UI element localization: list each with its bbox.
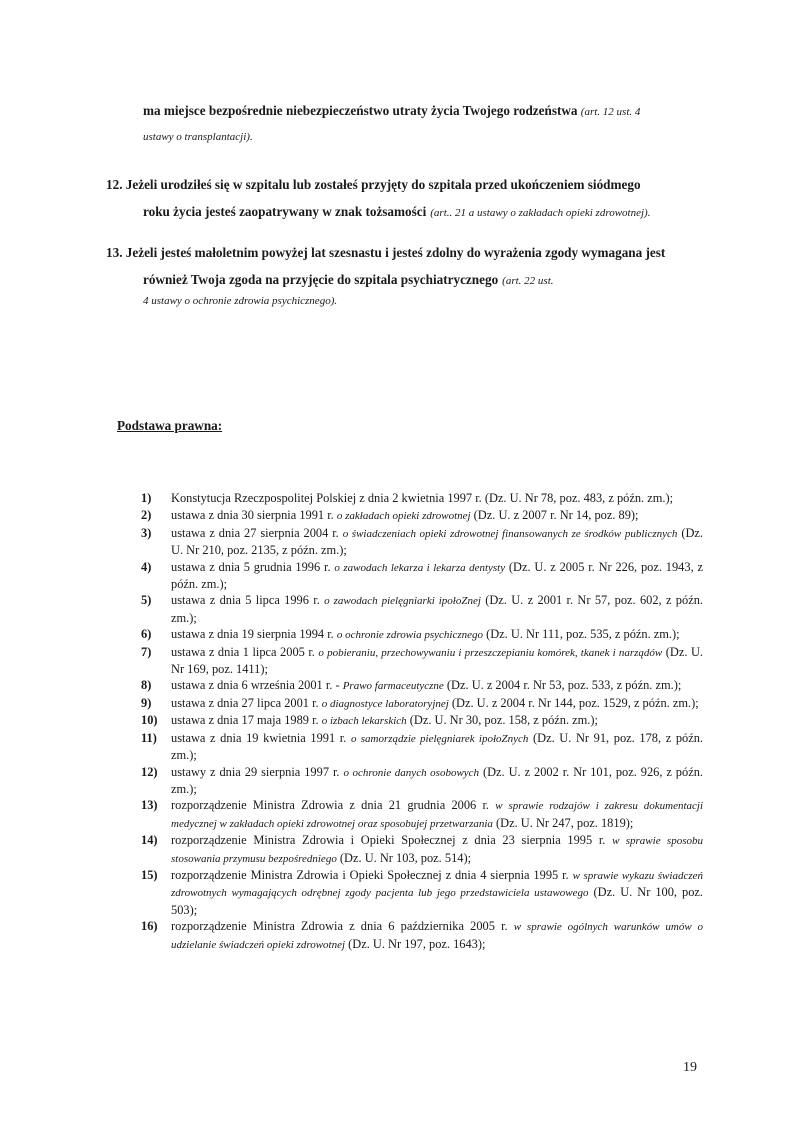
reference-source: (Dz. U. z 2001 r. Nr 57, poz. 602, z późn. zm.);: [171, 593, 703, 625]
reference-text-plain: ustawa z dnia 27 lipca 2001 r.: [171, 695, 322, 710]
reference-number: 15): [141, 867, 158, 882]
reference-text: [171, 644, 703, 678]
reference-number: 8): [141, 678, 152, 693]
reference-number: 9): [141, 695, 152, 710]
item-12-citation: (art.. 21 a ustawy o zakładach opieki zdrowotnej).: [430, 207, 651, 219]
reference-text-plain: rozporządzenie Ministra Zdrowia i Opieki Społecznej z dnia 23 sierpnia 1995 r.: [171, 833, 613, 848]
reference-text-plain: ustawa z dnia 1 lipca 2005 r.: [171, 644, 319, 659]
reference-item: [141, 490, 703, 507]
reference-source: (Dz. U. Nr 197, poz. 1643);: [345, 936, 486, 951]
item-13-citation: (art. 22 ust.: [502, 275, 554, 287]
reference-source: (Dz. U. z 2002 r. Nr 101, poz. 926, z późn. zm.);: [171, 764, 703, 796]
reference-source: (Dz. U. z 2007 r. Nr 14, poz. 89);: [470, 508, 639, 523]
reference-item: [141, 559, 703, 593]
reference-source: (Dz. U. Nr 111, poz. 535, z późn. zm.);: [483, 627, 680, 642]
reference-source: (Dz. U. z 2004 r. Nr 53, poz. 533, z późn. zm.);: [443, 678, 682, 693]
item-13: [106, 245, 702, 261]
item-13-number: 13.: [106, 245, 123, 260]
reference-title: w sprawie ogólnych warunków umów o udzielanie świadczeń opieki zdrowotnej: [171, 921, 703, 951]
reference-title: w sprawie sposobu stosowania przymusu bezpośredniego: [171, 835, 703, 865]
item-11-continuation: [143, 103, 702, 119]
reference-text: [171, 797, 703, 832]
reference-number: 11): [141, 730, 157, 745]
reference-number: 12): [141, 764, 158, 779]
reference-title: o świadczeniach opieki zdrowotnej finansowanych ze środków publicznych: [342, 527, 678, 540]
reference-text-plain: Konstytucja Rzeczpospolitej Polskiej z dnia 2 kwietnia 1997 r. (Dz. U. Nr 78, poz. 483, z późn. zm.);: [171, 491, 674, 505]
reference-source: (Dz. U. Nr 247, poz. 1819);: [492, 815, 634, 830]
reference-source: (Dz. U. z 2005 r. Nr 226, poz. 1943, z późn. zm.);: [171, 559, 703, 592]
reference-text: [171, 525, 703, 559]
reference-item: [141, 867, 703, 918]
reference-text-plain: ustawa z dnia 27 sierpnia 2004 r.: [171, 525, 343, 540]
reference-text-plain: ustawa z dnia 19 kwietnia 1991 r.: [171, 730, 351, 745]
reference-item: [141, 507, 703, 524]
reference-text-plain: ustawa z dnia 17 maja 1989 r.: [171, 713, 322, 728]
reference-item: [141, 644, 703, 678]
reference-item: [141, 695, 703, 712]
reference-title: o zawodach pielęgniarki ipołoZnej: [324, 595, 481, 608]
reference-item: [141, 797, 703, 832]
reference-text-plain: ustawa z dnia 30 sierpnia 1991 r.: [171, 508, 337, 523]
reference-item: [141, 730, 703, 764]
item-12-number: 12.: [106, 177, 123, 192]
reference-text-plain: rozporządzenie Ministra Zdrowia z dnia 6 października 2005 r.: [171, 919, 514, 934]
reference-item: [141, 626, 703, 643]
reference-item: [141, 764, 703, 798]
reference-text-plain: ustawa z dnia 6 września 2001 r. -: [171, 678, 343, 693]
reference-text: [171, 832, 703, 867]
reference-text: [171, 712, 703, 729]
reference-title: o ochronie danych osobowych: [343, 766, 480, 779]
item-13-citation-cont: 4 ustawy o ochronie zdrowia psychicznego).: [143, 295, 338, 307]
reference-number: 6): [141, 627, 152, 642]
reference-text: [171, 764, 703, 798]
reference-source: (Dz. U. Nr 100, poz. 503);: [171, 885, 703, 917]
item-12-text: Jeżeli urodziłeś się w szpitalu lub zostałeś przyjęty do szpitala przed ukończeniem siódmego: [125, 177, 641, 192]
reference-number: 14): [141, 833, 158, 848]
reference-title: o diagnostyce laboratoryjnej: [321, 697, 449, 710]
reference-text: [171, 507, 703, 524]
reference-source: (Dz. U. Nr 103, poz. 514);: [336, 850, 472, 865]
reference-source: (Dz. U. Nr 169, poz. 1411);: [171, 644, 703, 677]
reference-title: o izbach lekarskich: [321, 715, 407, 728]
reference-item: [141, 918, 703, 953]
reference-number: 2): [141, 508, 152, 523]
reference-title: w sprawie wykazu świadczeń zdrowotnych wymagających odrębnej zgody pacjenta lub jego przedstawiciela ustawowego: [171, 869, 704, 900]
reference-number: 5): [141, 593, 152, 608]
legal-basis-heading: Podstawa prawna:: [117, 418, 223, 433]
reference-title: o pobieraniu, przechowywaniu i przeszczepianiu komórek, tkanek i narządów: [318, 646, 663, 659]
reference-number: 7): [141, 644, 152, 659]
reference-number: 1): [141, 491, 152, 505]
reference-title: o samorządzie pielęgniarek ipołoZnych: [350, 732, 529, 745]
reference-item: [141, 677, 703, 694]
reference-text-plain: rozporządzenie Ministra Zdrowia i Opieki Społecznej z dnia 4 sierpnia 1995 r.: [171, 867, 573, 882]
item-13-text-cont: również Twoja zgoda na przyjęcie do szpitala psychiatrycznego: [143, 272, 499, 287]
reference-text-plain: ustawa z dnia 5 lipca 1996 r.: [171, 593, 325, 608]
item-12-line2: [143, 203, 650, 221]
reference-title: w sprawie rodzajów i zakresu dokumentacji medycznej w zakładach opieki zdrowotnej oraz sposobujej przetwarzania: [171, 800, 704, 830]
reference-source: (Dz. U. Nr 30, poz. 158, z późn. zm.);: [406, 713, 598, 728]
reference-title: o zawodach lekarza i lekarza dentysty: [334, 561, 506, 574]
item-11-citation-cont: ustawy o transplantacji).: [143, 131, 253, 143]
item-11-text: ma miejsce bezpośrednie niebezpieczeństwo utraty życia Twojego rodzeństwa: [143, 103, 578, 118]
legal-references-list: [141, 490, 703, 953]
item-12-text-cont: roku życia jesteś zaopatrywany w znak tożsamości: [143, 204, 427, 219]
reference-text: [171, 490, 703, 507]
reference-source: (Dz. U. z 2004 r. Nr 144, poz. 1529, z późn. zm.);: [448, 695, 699, 710]
reference-text-plain: rozporządzenie Ministra Zdrowia z dnia 21 grudnia 2006 r.: [171, 798, 496, 813]
reference-text: [171, 695, 703, 712]
item-13-line2: [143, 271, 554, 289]
reference-title: Prawo farmaceutyczne: [342, 680, 444, 693]
reference-text-plain: ustawy z dnia 29 sierpnia 1997 r.: [171, 764, 344, 779]
reference-source: (Dz. U. Nr 91, poz. 178, z późn. zm.);: [171, 730, 704, 763]
reference-title: o zakładach opieki zdrowotnej: [336, 510, 471, 523]
reference-number: 16): [141, 919, 158, 934]
reference-item: [141, 525, 703, 559]
reference-text-plain: ustawa z dnia 19 sierpnia 1994 r.: [171, 627, 337, 642]
reference-number: 3): [141, 525, 152, 540]
reference-text: [171, 730, 703, 764]
page-number: 19: [683, 1060, 697, 1075]
reference-text: [171, 626, 703, 643]
reference-source: (Dz. U. Nr 210, poz. 2135, z późn. zm.);: [171, 525, 703, 558]
reference-text: [171, 592, 703, 626]
reference-title: o ochronie zdrowia psychicznego: [336, 629, 483, 642]
item-12: [106, 177, 702, 193]
reference-text: [171, 677, 703, 694]
reference-number: 13): [141, 798, 158, 813]
reference-text: [171, 559, 703, 593]
reference-text: [171, 918, 703, 953]
reference-item: [141, 832, 703, 867]
item-13-text: Jeżeli jesteś małoletnim powyżej lat szesnastu i jesteś zdolny do wyrażenia zgody wymagana jest: [125, 245, 666, 260]
reference-text: [171, 867, 703, 918]
reference-item: [141, 592, 703, 626]
reference-number: 10): [141, 713, 158, 728]
reference-item: [141, 712, 703, 729]
reference-number: 4): [141, 559, 152, 574]
reference-text-plain: ustawa z dnia 5 grudnia 1996 r.: [171, 559, 335, 574]
item-11-citation: (art. 12 ust. 4: [580, 106, 641, 118]
